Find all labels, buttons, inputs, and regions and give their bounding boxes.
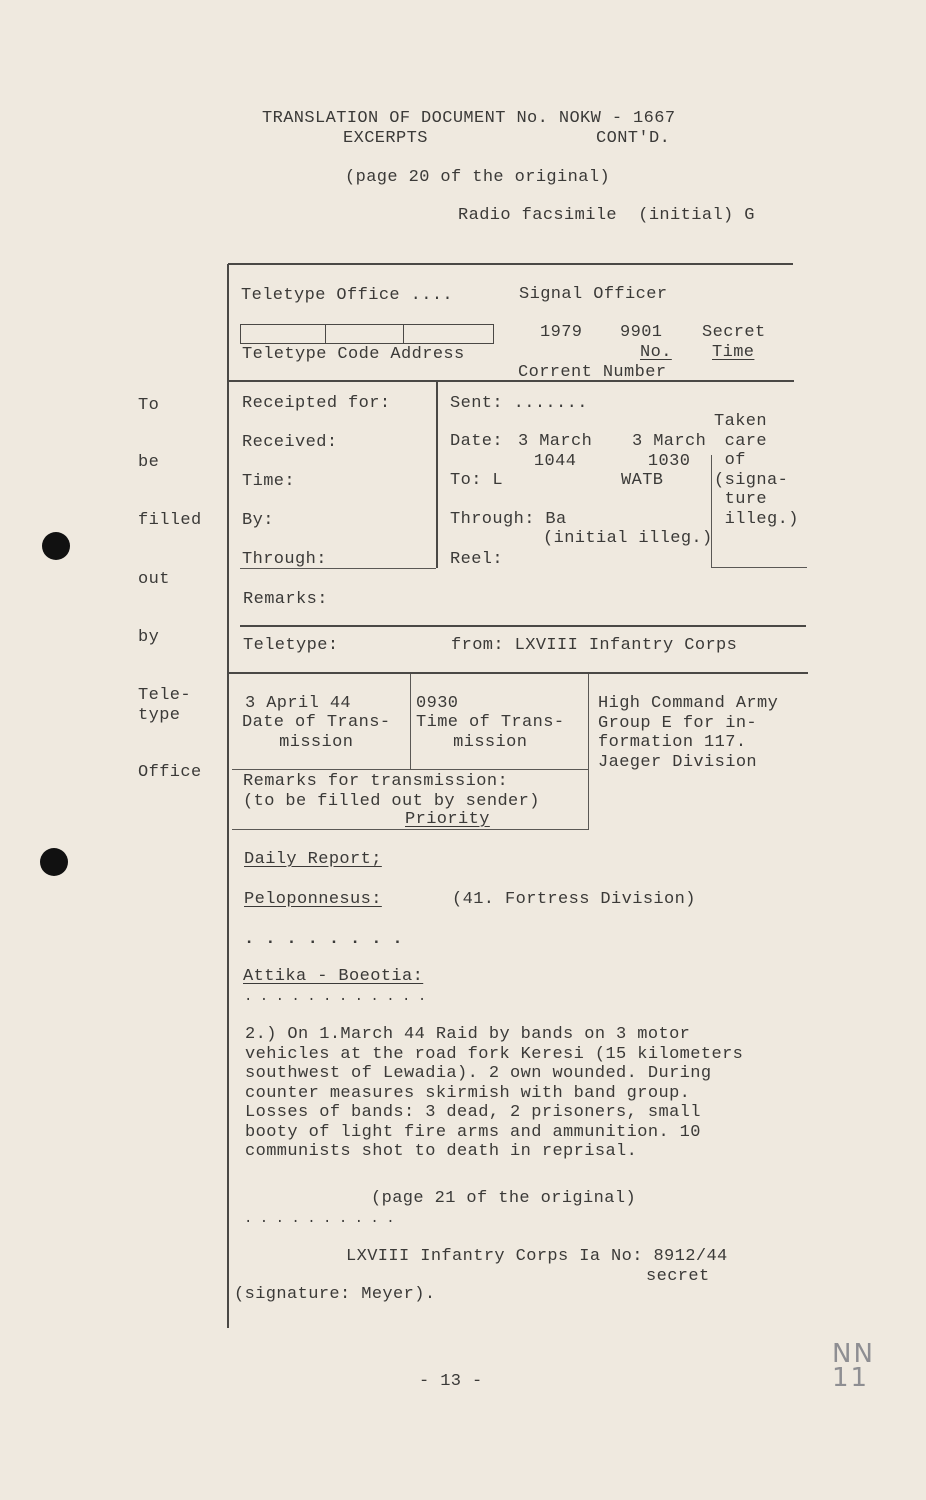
receipted-for-field: Receipted for: — [242, 394, 391, 413]
form-rule-2 — [240, 625, 806, 627]
date-value-2: 3 March 1030 — [632, 432, 707, 471]
to-field: To: L — [450, 471, 504, 490]
time-of-transmission-label: Time of Trans- mission — [416, 713, 565, 752]
time-label: Time — [712, 343, 755, 362]
initial-illeg-note: (initial illeg.) — [543, 529, 713, 548]
receipt-sent-divider — [436, 382, 438, 568]
date-of-transmission-label: Date of Trans- mission — [242, 713, 391, 752]
taken-care-left-border — [711, 455, 712, 568]
secret-label: Secret — [702, 323, 766, 342]
daily-report-heading: Daily Report; — [244, 850, 382, 869]
from-field: from: LXVIII Infantry Corps — [451, 636, 738, 655]
punch-hole-upper — [42, 532, 70, 560]
archive-stamp-mark: NN 11 — [832, 1339, 875, 1393]
reel-field: Reel: — [450, 550, 504, 569]
margin-by: by — [138, 628, 160, 647]
code-address-label: Teletype Code Address — [242, 345, 465, 364]
date-of-transmission-value: 3 April 44 — [245, 694, 352, 713]
document-title: TRANSLATION OF DOCUMENT No. NOKW - 1667 — [262, 109, 676, 128]
code-address-boxes — [240, 324, 494, 344]
corps-reference-line: LXVIII Infantry Corps Ia No: 8912/44 — [346, 1247, 728, 1266]
by-field: By: — [242, 511, 274, 530]
received-field: Received: — [242, 433, 338, 452]
no-value: 9901 — [620, 323, 663, 342]
page-21-ref: (page 21 of the original) — [371, 1189, 637, 1208]
recipient-text: High Command Army Group E for in- formation 117. Jaeger Division — [598, 694, 779, 772]
current-number-label: Corrent Number — [518, 363, 667, 382]
through-field: Through: — [242, 550, 327, 569]
through-ba-field: Through: Ba — [450, 510, 567, 529]
ellipsis-row-2: . . . . . . . . . . . . — [244, 989, 426, 1005]
page-number: - 13 - — [419, 1372, 483, 1391]
margin-to: To — [138, 396, 160, 415]
date-field-label: Date: — [450, 432, 504, 451]
sent-field: Sent: ....... — [450, 394, 588, 413]
priority-label: Priority — [405, 810, 490, 829]
date-time-divider — [410, 674, 411, 770]
margin-be: be — [138, 453, 160, 472]
time-of-transmission-value: 0930 — [416, 694, 459, 713]
teletype-office-label: Teletype Office .... — [241, 286, 454, 305]
signal-officer-label: Signal Officer — [519, 285, 668, 304]
current-number-value: 1979 — [540, 323, 583, 342]
trans-recipient-divider — [588, 674, 589, 830]
form-top-border — [228, 263, 793, 265]
remarks-field: Remarks: — [243, 590, 328, 609]
margin-teletype: Tele- type — [138, 686, 192, 725]
remarks-for-transmission: Remarks for transmission: (to be filled out by sender) — [243, 772, 540, 811]
secret-marking: secret — [646, 1267, 710, 1286]
contd-label: CONT'D. — [596, 129, 671, 148]
no-label: No. — [640, 343, 672, 362]
form-rule-3 — [228, 672, 808, 674]
report-paragraph: 2.) On 1.March 44 Raid by bands on 3 motor vehicles at the road fork Keresi (15 kilometers southwest of Lewadia). 2 own wounded. During counter measures skirmish with band group. Losses of bands: 3 dead, 2 prisoners, small booty of light fire arms and ammunition. 10 communists shot to death in reprisal. — [245, 1025, 744, 1161]
taken-care-bottom-rule — [711, 567, 807, 568]
teletype-field: Teletype: — [243, 636, 339, 655]
punch-hole-lower — [40, 848, 68, 876]
attika-boeotia-heading: Attika - Boeotia: — [243, 967, 424, 986]
time-field: Time: — [242, 472, 296, 491]
margin-office: Office — [138, 763, 202, 782]
peloponnesus-heading: Peloponnesus: — [244, 890, 382, 909]
page-ref: (page 20 of the original) — [345, 168, 611, 187]
form-left-border — [227, 264, 229, 1328]
watb-value: WATB — [621, 471, 664, 490]
trans-mid-rule — [232, 769, 588, 770]
radio-facsimile-line: Radio facsimile (initial) G — [458, 206, 755, 225]
ellipsis-row-3: . . . . . . . . . . — [244, 1211, 395, 1227]
form-rule-1 — [228, 380, 794, 382]
signature-line: (signature: Meyer). — [234, 1285, 436, 1304]
fortress-division-note: (41. Fortress Division) — [452, 890, 696, 909]
taken-care-note: Taken care of (signa- ture illeg.) — [714, 412, 799, 529]
date-value-1: 3 March 1044 — [518, 432, 593, 471]
excerpts-label: EXCERPTS — [343, 129, 428, 148]
ellipsis-row-1: . . . . . . . . — [244, 930, 404, 949]
margin-filled: filled — [138, 511, 202, 530]
margin-out: out — [138, 570, 170, 589]
